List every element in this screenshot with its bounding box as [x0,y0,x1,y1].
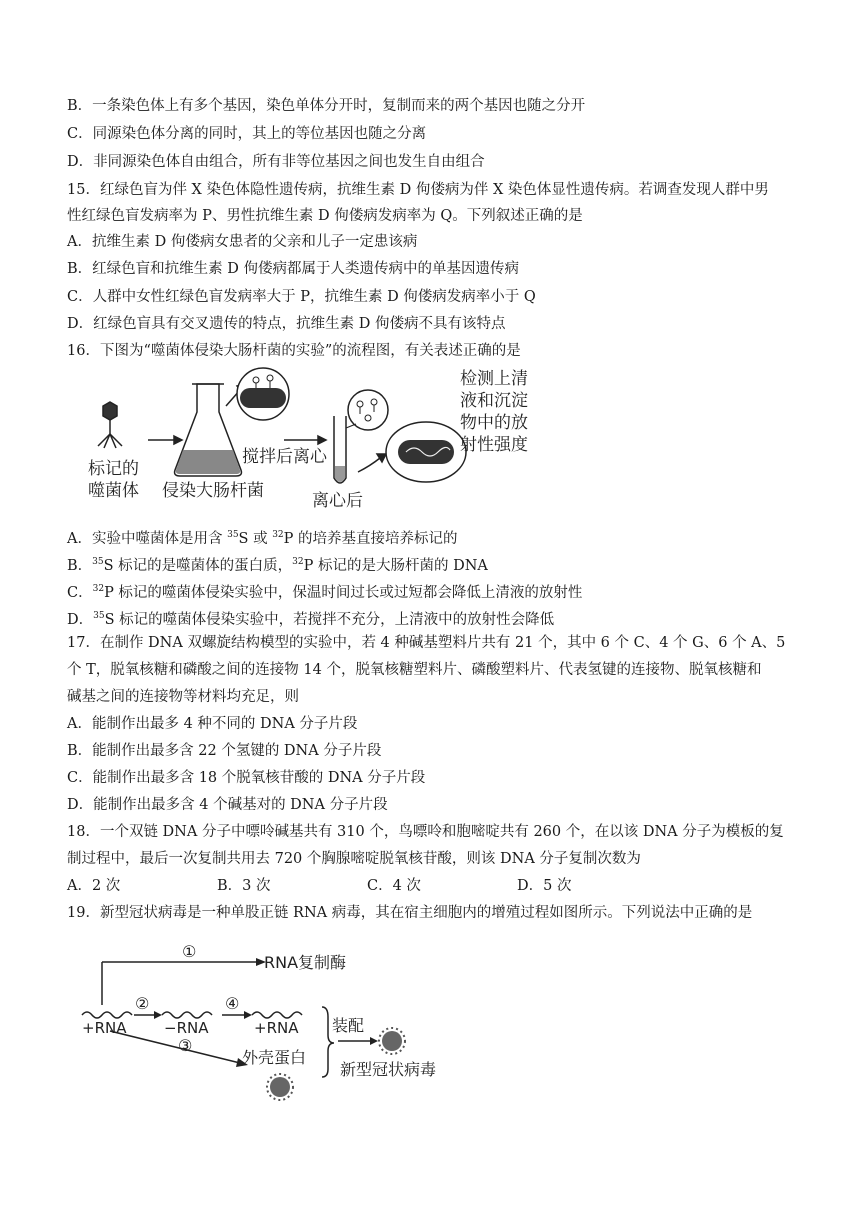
arrow-icon [284,436,326,444]
q18-option-d: D．5 次 [517,878,572,894]
phage-supernatant-icon [348,390,388,430]
q15-stem-line1: 15．红绿色盲为伴 X 染色体隐性遗传病，抗维生素 D 佝偻病为伴 X 染色体显性遗传病。若调查发现人群中男 [67,182,769,198]
label-stir-centrifuge: 搅拌后离心 [242,447,327,467]
q18-option-c: C．4 次 [367,878,421,894]
label-infect-ecoli: 侵染大肠杆菌 [162,481,264,501]
flask-icon [175,384,242,476]
arrow-icon [358,454,386,472]
label-labeled: 标记的 [88,459,139,479]
q17-option-a: A．能制作出最多 4 种不同的 DNA 分子片段 [67,716,358,732]
step-3-marker: ③ [178,1036,193,1055]
q14-option-b: B．一条染色体上有多个基因，染色单体分开时，复制而来的两个基因也随之分开 [67,98,586,114]
phage-icon [98,402,122,448]
step-1-marker: ① [182,942,197,961]
q16-option-c: C．$^{32}$P 标记的噬菌体侵染实验中，保温时间过长或过短都会降低上清液的放射性 [67,584,583,601]
q19-stem: 19．新型冠状病毒是一种单股正链 RNA 病毒，其在宿主细胞内的增殖过程如图所示。下列说法中正确的是 [67,905,753,921]
q16-option-a: A．实验中噬菌体是用含 $^{35}$S 或 $^{32}$P 的培养基直接培养标记的 [67,530,458,547]
rna-strand-icon [162,1012,212,1018]
label-detect-2: 液和沉淀 [460,391,528,411]
coronavirus-label: 新型冠状病毒 [340,1060,437,1079]
q17-option-c: C．能制作出最多含 18 个脱氧核苷酸的 DNA 分子片段 [67,770,426,786]
step-2-marker: ② [135,994,150,1013]
bacterium-sediment-icon [386,422,466,482]
capsid-icon [267,1074,293,1100]
test-tube-icon [334,416,346,483]
q15-option-a: A．抗维生素 D 佝偻病女患者的父亲和儿子一定患该病 [67,234,418,250]
label-detect-1: 检测上清 [460,369,528,389]
plus-rna-label-2: +RNA [254,1019,299,1037]
assembly-label: 装配 [332,1016,365,1035]
coronavirus-icon [379,1028,405,1054]
q17-option-d: D．能制作出最多含 4 个碱基对的 DNA 分子片段 [67,797,388,813]
q17-stem-line1: 17．在制作 DNA 双螺旋结构模型的实验中，若 4 种碱基塑料片共有 21 个，其中 6 个 C、4 个 G、6 个 A、5 [67,635,786,651]
label-phage: 噬菌体 [88,481,139,501]
q16-stem: 16．下图为“噬菌体侵染大肠杆菌的实验”的流程图，有关表述正确的是 [67,343,521,359]
label-after-centrifuge: 离心后 [312,491,363,511]
q14-option-c: C．同源染色体分离的同时，其上的等位基因也随之分离 [67,126,427,142]
q16-option-b: B．$^{35}$S 标记的是噬菌体的蛋白质，$^{32}$P 标记的是大肠杆菌的 DNA [67,557,488,574]
q14-option-d: D．非同源染色体自由组合，所有非等位基因之间也发生自由组合 [67,154,485,170]
phage-infection-figure [80,366,550,526]
capsid-protein-label: 外壳蛋白 [242,1048,307,1067]
q18-stem-line1: 18．一个双链 DNA 分子中嘌呤碱基共有 310 个，鸟嘌呤和胞嘧啶共有 260 个，在以该 DNA 分子为模板的复 [67,824,784,840]
q16-option-d: D．$^{35}$S 标记的噬菌体侵染实验中，若搅拌不充分，上清液中的放射性会降低 [67,611,555,628]
q18-options [67,876,571,896]
coronavirus-replication-figure [70,935,470,1105]
bacterium-infected-icon [237,368,289,420]
q18-stem-line2: 制过程中，最后一次复制共用去 720 个胸腺嘧啶脱氧核苷酸，则该 DNA 分子复制次数为 [67,851,641,867]
q18-option-b: B．3 次 [217,878,271,894]
q17-stem-line3: 碱基之间的连接物等材料均充足，则 [67,689,299,705]
step-4-marker: ④ [225,994,240,1013]
q18-option-a: A．2 次 [67,878,121,894]
label-detect-3: 物中的放 [460,413,528,433]
rna-strand-icon [82,1012,132,1018]
q17-option-b: B．能制作出最多含 22 个氢键的 DNA 分子片段 [67,743,382,759]
minus-rna-label: −RNA [164,1019,209,1037]
rna-strand-icon [252,1012,302,1018]
arrow-icon [148,436,182,444]
q15-option-b: B．红绿色盲和抗维生素 D 佝偻病都属于人类遗传病中的单基因遗传病 [67,261,519,277]
plus-rna-label: +RNA [82,1019,127,1037]
label-detect-4: 射性强度 [460,435,528,455]
q15-stem-line2: 性红绿色盲发病率为 P、男性抗维生素 D 佝偻病发病率为 Q。下列叙述正确的是 [67,208,583,224]
q17-stem-line2: 个 T，脱氧核糖和磷酸之间的连接物 14 个，脱氧核糖塑料片、磷酸塑料片、代表氢键的连接物、脱氧核糖和 [67,662,762,678]
q15-option-d: D．红绿色盲具有交叉遗传的特点，抗维生素 D 佝偻病不具有该特点 [67,316,506,332]
rna-replicase-label: RNA复制酶 [264,953,347,972]
q15-option-c: C．人群中女性红绿色盲发病率大于 P，抗维生素 D 佝偻病发病率小于 Q [67,289,536,305]
